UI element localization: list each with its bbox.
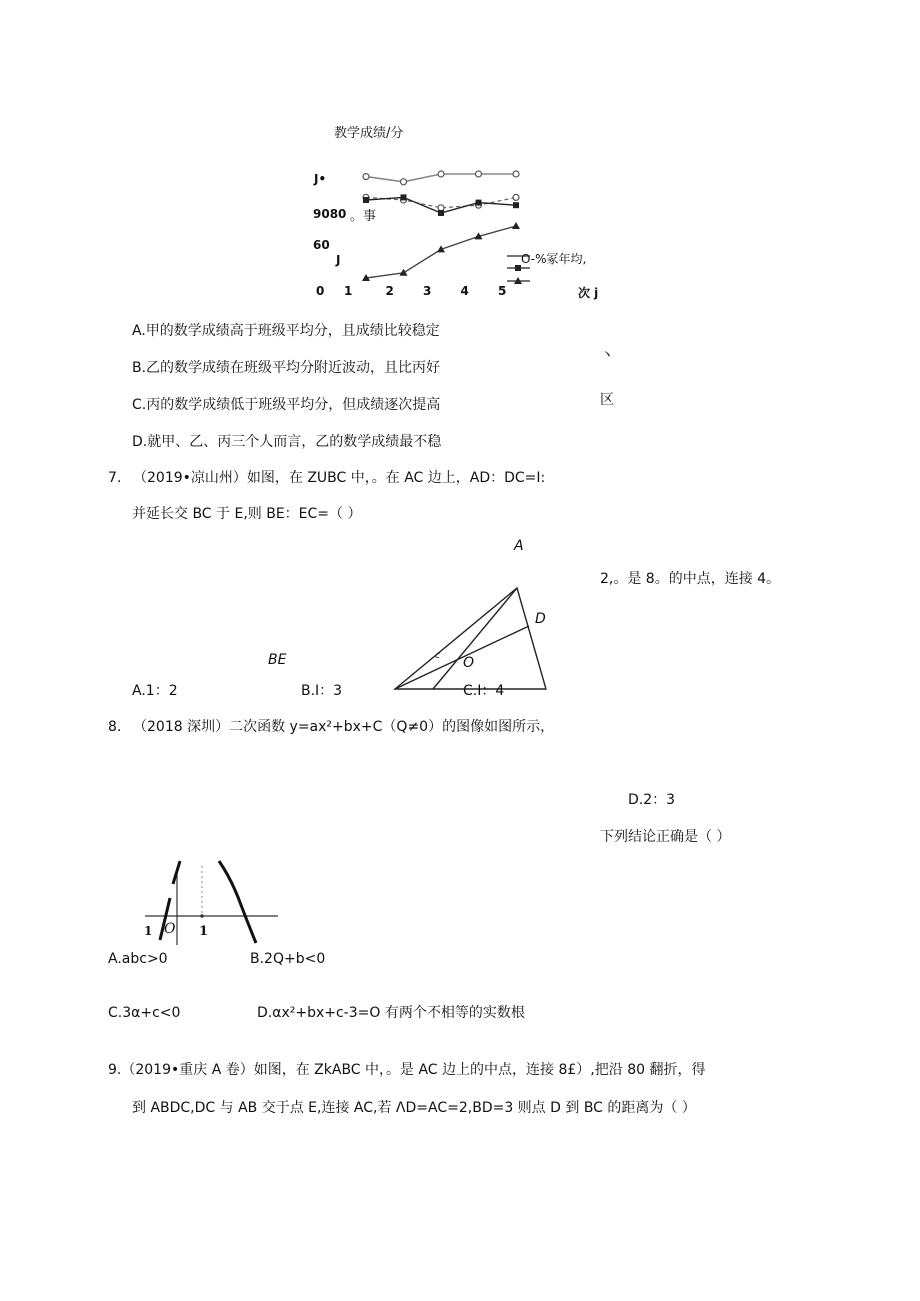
- chart-y-extra: 。事: [350, 209, 377, 224]
- q7-be-label: BE: [268, 652, 287, 668]
- q6-option-a: A.甲的数学成绩高于班级平均分，且成绩比较稳定: [132, 323, 440, 339]
- q7-option-b: B.I：3: [301, 683, 343, 699]
- q8-option-a: A.abc>0: [108, 951, 168, 967]
- x-tick-label-5: 5: [498, 284, 507, 298]
- chart-title: 教学成绩/分: [334, 126, 404, 141]
- q7-fig-label-o: O: [463, 655, 475, 671]
- q7-option-d: D.2：3: [628, 792, 676, 808]
- q8-option-c: C.3α+c<0: [108, 1005, 181, 1021]
- chart-y-label-j: J: [336, 253, 341, 267]
- q7-stem-line2: 并延长交 BC 于 E,则 BE：EC=（ ）: [132, 506, 362, 522]
- chart-y-label-9080: 9080: [313, 207, 347, 221]
- x-tick-label-3: 3: [423, 284, 432, 298]
- q6-stray-char: 区: [600, 392, 614, 408]
- chart-x-title: 次 j: [578, 286, 599, 300]
- q7-number: 7.: [108, 470, 122, 486]
- q8-stem-line2: 下列结论正确是（ ）: [600, 829, 731, 845]
- x-tick-label-1: 1: [344, 284, 353, 298]
- q8-number: 8.: [108, 719, 122, 735]
- q6-stray-mark: 丶: [600, 348, 614, 364]
- q7-side-text: 2,。是 8。的中点，连接 4。: [600, 571, 781, 587]
- chart-y-label-top: J•: [314, 172, 327, 186]
- q9-stem-line1: 9.（2019•重庆 A 卷）如图，在 ZkABC 中，。是 AC 边上的中点，连接 8£）,把沿 80 翻折，得: [108, 1062, 706, 1078]
- q7-fig-label-c: c: [435, 651, 440, 661]
- q7-fig-label-d: D: [535, 611, 546, 627]
- q8-option-d: D.αx²+bx+c-3=O 有两个不相等的实数根: [257, 1005, 525, 1021]
- q8-fig-label-one: 1: [199, 924, 209, 939]
- x-tick-label-2: 2: [385, 284, 394, 298]
- q7-fig-label-a: A: [514, 538, 524, 554]
- q7-stem-line1: （2019•凉山州）如图，在 ZUBC 中，。在 AC 边上，AD：DC=I:: [133, 470, 546, 486]
- chart-origin-label: 0: [316, 284, 325, 298]
- q6-option-c: C.丙的数学成绩低于班级平均分，但成绩逐次提高: [132, 397, 441, 413]
- q8-fig-label-minus-one: 1: [144, 924, 153, 938]
- q7-option-c: C.I：4: [463, 683, 505, 699]
- chart-y-label-60: 60: [313, 238, 330, 252]
- q7-option-a: A.1：2: [132, 683, 178, 699]
- q6-option-d: D.就甲、乙、丙三个人而言，乙的数学成绩最不稳: [132, 434, 442, 450]
- x-tick-label-4: 4: [460, 284, 469, 298]
- q8-stem-line1: （2018 深圳）二次函数 y=ax²+bx+C（Q≠0）的图像如图所示，: [133, 719, 555, 735]
- q8-fig-label-origin: O: [164, 921, 176, 937]
- chart-legend-text: O-%冢年均,: [521, 252, 587, 266]
- q8-option-b: B.2Q+b<0: [250, 951, 326, 967]
- q6-option-b: B.乙的数学成绩在班级平均分附近波动，且比丙好: [132, 360, 441, 376]
- q9-stem-line2: 到 ABDC,DC 与 AB 交于点 E,连接 AC,若 ΛD=AC=2,BD=3 则点 D 到 BC 的距离为（ ）: [132, 1100, 696, 1116]
